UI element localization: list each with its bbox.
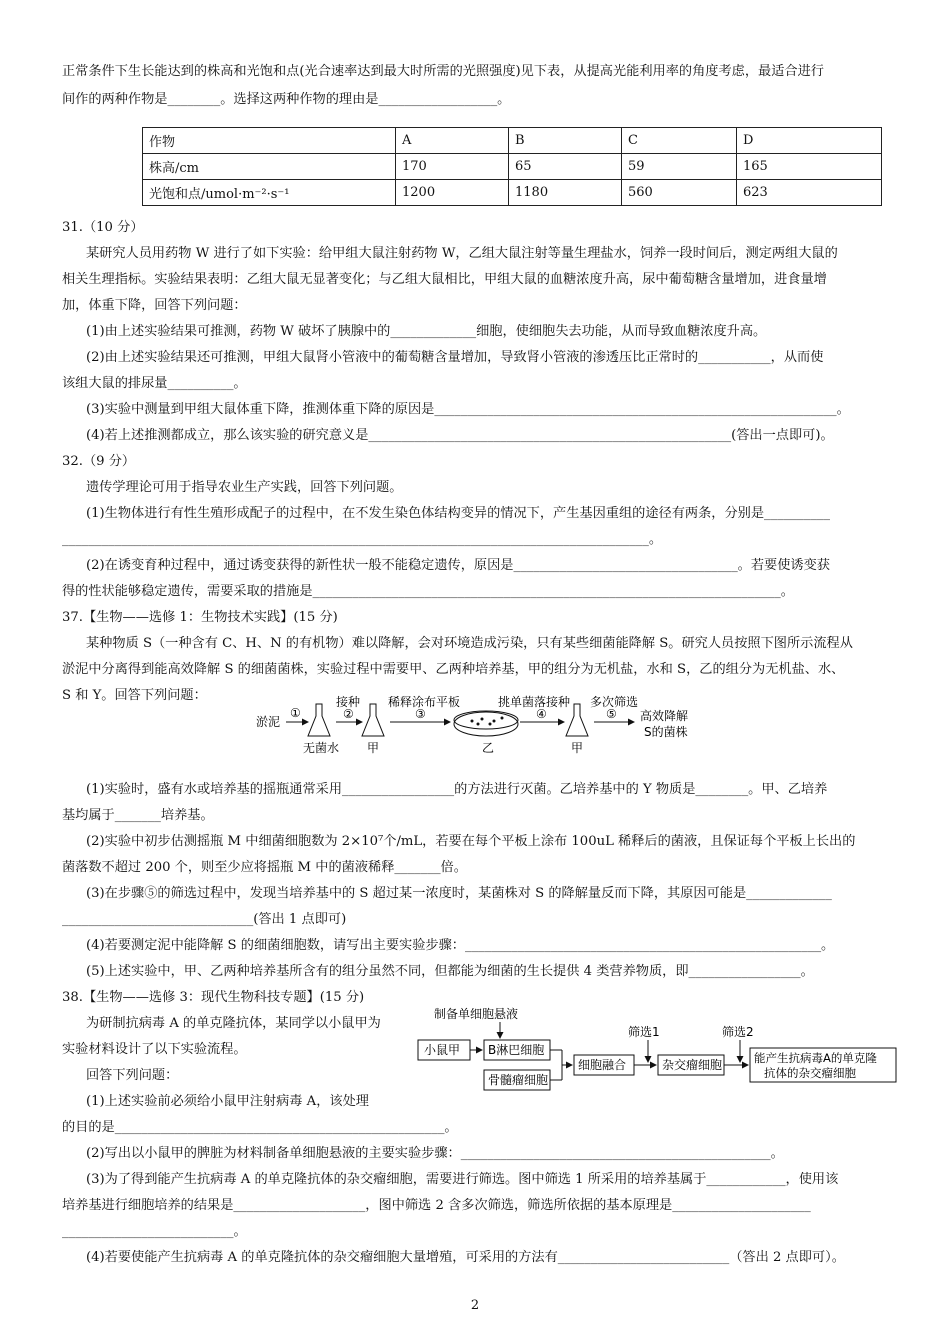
end-label: S的菌株 (644, 725, 688, 739)
q37-sub-1-cont: 基均属于_______培养基。 (62, 808, 214, 823)
table-cell: 623 (737, 180, 882, 206)
step-number: ② (343, 707, 354, 721)
table-cell: 59 (622, 154, 737, 180)
q31-sub-2-cont: 该组大鼠的排尿量__________。 (62, 376, 247, 391)
q31-heading: 31.（10 分） (62, 220, 144, 235)
q38-sub-2: (2)写出以小鼠甲的脾脏为材料制备单细胞悬液的主要实验步骤：_______________________________________________。 (86, 1146, 784, 1161)
q31-para-line: 加，体重下降，回答下列问题： (62, 298, 247, 313)
q38-heading: 38.【生物——选修 3：现代生物科技专题】(15 分) (62, 990, 365, 1005)
arrow-label: 接种 (336, 695, 361, 709)
q37-para-line: 某种物质 S（一种含有 C、H、N 的有机物）难以降解，会对环境造成污染，只有某些细菌能降解 S。研究人员按照下图所示流程从 (86, 636, 853, 651)
table-cell: 170 (396, 154, 509, 180)
table-cell: 1180 (509, 180, 622, 206)
table-cell: 株高/cm (143, 154, 396, 180)
step-number: ③ (415, 707, 426, 721)
q38-sub-3-cont: 培养基进行细胞培养的结果是____________________，图中筛选 2 含多次筛选，筛选所依据的基本原理是_____________________ (62, 1198, 811, 1213)
q38-para-line: 实验材料设计了以下实验流程。 (62, 1042, 247, 1057)
q37-sub-5: (5)上述实验中，甲、乙两种培养基所含有的组分虽然不同，但都能为细菌的生长提供 4 类营养物质，即_________________。 (86, 964, 814, 979)
q37-sub-4: (4)若要测定泥中能降解 S 的细菌细胞数，请写出主要实验步骤：______________________________________________________。 (86, 938, 835, 953)
box-b-cell: B淋巴细胞 (488, 1043, 545, 1057)
table-cell: C (622, 128, 737, 154)
flask-label: 无菌水 (303, 741, 340, 755)
step-number: ④ (536, 707, 547, 721)
page-number: 2 (470, 1298, 480, 1313)
q38-sub-4: (4)若要使能产生抗病毒 A 的单克隆抗体的杂交瘤细胞大量增殖，可采用的方法有__________________________（答出 2 点即可）。 (86, 1250, 845, 1265)
arrow-label: 稀释涂布平板 (388, 695, 461, 709)
q38-para-line: 回答下列问题： (86, 1068, 179, 1083)
q32-heading: 32.（9 分） (62, 454, 136, 469)
table-cell: 165 (737, 154, 882, 180)
q32-sub-2: (2)在诱变育种过程中，通过诱变获得的新性状一般不能稳定遗传，原因是__________________________________。若要使诱变获 (86, 558, 830, 573)
screen-1-label: 筛选1 (628, 1025, 660, 1039)
table-cell: 光饱和点/umol·m⁻²·s⁻¹ (143, 180, 396, 206)
table-cell: 1200 (396, 180, 509, 206)
q38-para-line: 为研制抗病毒 A 的单克隆抗体，某同学以小鼠甲为 (86, 1016, 381, 1031)
q38-sub-3-cont: __________________________。 (62, 1224, 247, 1239)
q37-sub-3: (3)在步骤⑤的筛选过程中，发现当培养基中的 S 超过某一浓度时，某菌株对 S 的降解量反而下降，其原因可能是_____________ (86, 886, 832, 901)
box-result: 抗体的杂交瘤细胞 (764, 1066, 856, 1080)
q38-sub-1: (1)上述实验前必须给小鼠甲注射病毒 A，该处理 (86, 1094, 369, 1109)
box-myeloma: 骨髓瘤细胞 (488, 1073, 549, 1087)
step-number: ⑤ (606, 707, 617, 721)
arrow-label: 挑单菌落接种 (498, 695, 571, 709)
flask-label: 甲 (367, 741, 380, 755)
table-cell: 65 (509, 154, 622, 180)
q32-sub-1-cont: _________________________________________________________________________________________。 (62, 532, 663, 547)
q31-para-line: 某研究人员用药物 W 进行了如下实验：给甲组大鼠注射药物 W，乙组大鼠注射等量生理盐水，饲养一段时间后，测定两组大鼠的 (86, 246, 838, 261)
end-label: 高效降解 (640, 709, 689, 723)
q31-sub-3: (3)实验中测量到甲组大鼠体重下降，推测体重下降的原因是_____________________________________________________________。 (86, 402, 850, 417)
table-cell: 560 (622, 180, 737, 206)
flask-icon (362, 704, 384, 736)
flask-label: 甲 (571, 741, 584, 755)
q37-heading: 37.【生物——选修 1：生物技术实践】(15 分) (62, 610, 338, 625)
q37-sub-1: (1)实验时，盛有水或培养基的摇瓶通常采用_________________的方法进行灭菌。乙培养基中的 Y 物质是________。甲、乙培养 (86, 782, 828, 797)
table-row (143, 180, 882, 206)
intro-line-1: 正常条件下生长能达到的株高和光饱和点(光合速率达到最大时所需的光照强度)见下表，从提高光能利用率的角度考虑，最适合进行 (62, 64, 824, 79)
step-number: ① (290, 706, 301, 720)
q32-sub-1: (1)生物体进行有性生殖形成配子的过程中，在不发生染色体结构变异的情况下，产生基因重组的途径有两条，分别是__________ (86, 506, 830, 521)
box-fusion: 细胞融合 (578, 1058, 627, 1072)
table-cell: B (509, 128, 622, 154)
q37-para-line: S 和 Y。回答下列问题： (62, 688, 207, 703)
top-label: 制备单细胞悬液 (434, 1007, 519, 1021)
box-mouse: 小鼠甲 (424, 1043, 461, 1057)
q31-sub-1: (1)由上述实验结果可推测，药物 W 破坏了胰腺中的_____________细胞，使细胞失去功能，从而导致血糖浓度升高。 (86, 324, 767, 339)
table-cell: A (396, 128, 509, 154)
q38-sub-3: (3)为了得到能产生抗病毒 A 的单克隆抗体的杂交瘤细胞，需要进行筛选。图中筛选 1 所采用的培养基属于____________，使用该 (86, 1172, 839, 1187)
screen-2-label: 筛选2 (722, 1025, 754, 1039)
antibody-flow-diagram (412, 1004, 902, 1100)
q37-sub-2-cont: 菌落数不超过 200 个，则至少应将摇瓶 M 中的菌液稀释_______倍。 (62, 860, 467, 875)
petri-dish-icon (454, 711, 518, 736)
box-hybridoma: 杂交瘤细胞 (662, 1058, 723, 1072)
intro-line-2: 间作的两种作物是________。选择这两种作物的理由是__________________。 (62, 92, 511, 107)
q32-sub-2-cont: 得的性状能够稳定遗传，需要采取的措施是_______________________________________________________________________。 (62, 584, 794, 599)
q31-sub-4: (4)若上述推测都成立，那么该实验的研究意义是_______________________________________________________(答出一点即可)。 (86, 428, 834, 443)
q32-para: 遗传学理论可用于指导农业生产实践，回答下列问题。 (86, 480, 403, 495)
q31-sub-2: (2)由上述实验结果还可推测，甲组大鼠肾小管液中的葡萄糖含量增加，导致肾小管液的渗透压比正常时的___________，从而使 (86, 350, 824, 365)
q37-para-line: 淤泥中分离得到能高效降解 S 的细菌菌株，实验过程中需要甲、乙两种培养基，甲的组分为无机盐，水和 S，乙的组分为无机盐、水、 (62, 662, 845, 677)
q37-sub-2: (2)实验中初步估测摇瓶 M 中细菌细胞数为 2×10⁷个/mL，若要在每个平板上涂布 100uL 稀释后的菌液，且保证每个平板上长出的 (86, 834, 856, 849)
q37-sub-3-cont: _____________________________(答出 1 点即可) (62, 912, 347, 927)
flask-icon (308, 704, 330, 736)
table-row (143, 154, 882, 180)
table-header-row (143, 128, 882, 154)
isolation-flow-diagram (250, 690, 730, 770)
crop-table (142, 127, 882, 206)
q31-para-line: 相关生理指标。实验结果表明：乙组大鼠无显著变化；与乙组大鼠相比，甲组大鼠的血糖浓度升高，尿中葡萄糖含量增加，进食量增 (62, 272, 827, 287)
dish-label: 乙 (482, 741, 495, 755)
q38-sub-1-cont: 的目的是__________________________________________________。 (62, 1120, 458, 1135)
box-result: 能产生抗病毒A的单克隆 (754, 1051, 877, 1065)
arrow-label: 多次筛选 (590, 695, 639, 709)
table-cell: D (737, 128, 882, 154)
table-cell: 作物 (143, 128, 396, 154)
start-label: 淤泥 (256, 715, 281, 729)
